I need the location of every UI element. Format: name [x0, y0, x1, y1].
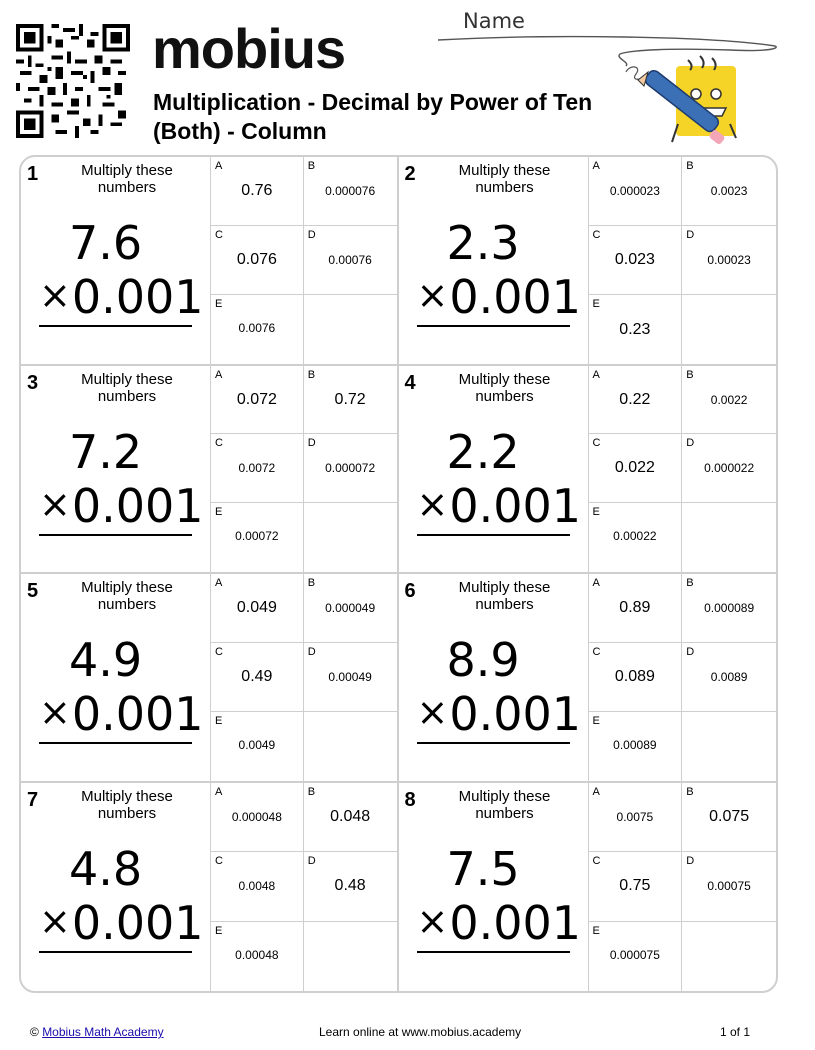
answer-choice[interactable] — [589, 574, 683, 643]
multiplicand: 7.2 — [69, 424, 143, 479]
answer-rule — [39, 951, 192, 953]
choice-label: C — [215, 437, 223, 450]
answer-choice[interactable] — [211, 366, 304, 435]
choice-label: C — [592, 855, 601, 867]
answer-choice[interactable] — [589, 643, 683, 712]
choice-label: A — [592, 785, 600, 798]
choice-value: 0.89 — [619, 599, 651, 616]
answer-choice[interactable] — [682, 852, 776, 922]
answer-rule — [417, 742, 570, 744]
answer-choice[interactable] — [304, 783, 397, 853]
answer-choice[interactable] — [304, 852, 397, 922]
problem-question — [399, 157, 589, 364]
answer-choice[interactable] — [304, 366, 397, 435]
choice-label: C — [592, 437, 601, 450]
problem-question — [21, 574, 211, 781]
answer-choice[interactable] — [682, 157, 776, 226]
choice-value: 0.023 — [614, 250, 655, 268]
choice-label: E — [592, 924, 600, 937]
problem-instruction: Multiply these numbers — [458, 579, 551, 613]
problem-instruction: Multiply these numbers — [81, 787, 173, 822]
footer-copyright — [30, 1025, 164, 1039]
choice-value: 0.0048 — [238, 879, 276, 893]
answer-choice[interactable] — [211, 434, 304, 503]
problem-question — [21, 157, 211, 364]
problem-cell — [399, 157, 777, 366]
problem-instruction: Multiply these numbers — [81, 162, 173, 196]
choice-value: 0.22 — [619, 390, 651, 408]
choice-value: 0.00075 — [707, 879, 751, 893]
choice-value: 0.00076 — [328, 252, 372, 267]
problem-number: 4 — [404, 371, 416, 394]
multiplier: ×0.001 — [416, 270, 582, 324]
choice-value: 0.0089 — [710, 669, 748, 684]
problem-question — [21, 366, 211, 573]
title-line-1: Multiplication - Decimal by Power of Ten — [153, 89, 593, 115]
answer-choice[interactable] — [682, 574, 776, 643]
times-icon: × — [416, 273, 449, 317]
choice-value: 0.75 — [619, 877, 651, 894]
choice-value: 0.0072 — [238, 461, 276, 476]
choice-value: 0.000075 — [609, 947, 660, 962]
problem-cell — [399, 574, 777, 783]
choice-value: 0.000049 — [325, 601, 376, 615]
problem-instruction: Multiply these numbers — [81, 370, 173, 405]
logo-text: mobius — [152, 17, 346, 80]
answer-choice[interactable] — [211, 574, 304, 643]
choice-label: E — [215, 506, 223, 519]
problem-cell — [21, 157, 399, 366]
answer-choices — [211, 366, 397, 573]
choice-label: C — [215, 228, 223, 241]
answer-rule — [39, 742, 192, 744]
answer-choice[interactable] — [589, 226, 683, 295]
choice-label: B — [307, 577, 316, 589]
choice-label: A — [592, 368, 600, 381]
choice-value: 0.000089 — [704, 601, 755, 615]
multiplicand: 4.8 — [69, 841, 143, 896]
choice-value: 0.72 — [334, 390, 366, 408]
times-icon: × — [39, 898, 71, 943]
choice-label: D — [307, 645, 316, 658]
answer-choices — [211, 157, 397, 364]
choice-value: 0.000076 — [325, 184, 376, 198]
choice-value: 0.49 — [241, 667, 273, 685]
problem-instruction: Multiply these numbers — [81, 579, 173, 613]
choice-label: D — [307, 437, 316, 450]
problem-number: 3 — [27, 371, 39, 394]
answer-choice[interactable] — [589, 295, 683, 364]
choice-value: 0.0049 — [238, 737, 276, 752]
answer-choices — [589, 366, 777, 573]
choice-label: B — [307, 160, 316, 172]
answer-choices — [589, 574, 777, 781]
problem-cell — [21, 783, 399, 992]
problem-cell — [21, 366, 399, 575]
answer-choice[interactable] — [211, 295, 304, 364]
choice-value: 0.000023 — [609, 184, 660, 198]
choice-label: A — [215, 577, 223, 589]
problem-cell — [399, 783, 777, 992]
problem-question — [399, 783, 589, 992]
answer-choice[interactable] — [211, 226, 304, 295]
answer-choice[interactable] — [682, 434, 776, 503]
problem-grid — [19, 155, 778, 993]
answer-choice — [682, 712, 776, 781]
multiplier: ×0.001 — [39, 478, 204, 533]
problem-instruction: Multiply these numbers — [458, 370, 551, 405]
problem-cell — [21, 574, 399, 783]
answer-choice[interactable] — [304, 643, 397, 712]
choice-label: E — [592, 714, 600, 727]
choice-label: C — [592, 228, 601, 241]
qr-code-icon — [16, 24, 130, 138]
choice-value: 0.00072 — [235, 529, 279, 544]
answer-choice — [682, 922, 776, 992]
answer-choice — [304, 503, 397, 572]
choice-value: 0.076 — [236, 250, 277, 268]
choice-value: 0.022 — [614, 459, 655, 477]
multiplicand: 8.9 — [446, 633, 520, 687]
choice-label: A — [592, 160, 600, 172]
answer-choice[interactable] — [589, 712, 683, 781]
choice-value: 0.00048 — [235, 947, 279, 962]
answer-choice[interactable] — [211, 712, 304, 781]
choice-label: E — [215, 297, 223, 310]
choice-label: E — [215, 714, 223, 727]
choice-label: C — [215, 645, 223, 658]
choice-value: 0.000048 — [231, 809, 282, 824]
answer-choices — [211, 783, 397, 992]
multiplier: ×0.001 — [416, 687, 582, 741]
answer-rule — [39, 325, 192, 327]
times-icon: × — [39, 481, 71, 526]
choice-label: D — [307, 228, 316, 241]
mobius-academy-link[interactable]: Mobius Math Academy — [42, 1025, 164, 1039]
answer-choice[interactable] — [589, 434, 683, 503]
choice-label: A — [592, 577, 600, 589]
times-icon: × — [416, 898, 449, 943]
problem-question — [399, 574, 589, 781]
choice-label: B — [686, 368, 694, 381]
problem-number: 5 — [27, 580, 39, 602]
multiplicand: 2.3 — [446, 216, 520, 270]
times-icon: × — [416, 481, 449, 526]
choice-label: D — [686, 228, 695, 241]
answer-rule — [417, 534, 570, 536]
answer-choice[interactable] — [589, 366, 683, 435]
times-icon: × — [39, 273, 71, 317]
answer-choice — [682, 503, 776, 572]
answer-choice — [304, 712, 397, 781]
problem-cell — [399, 366, 777, 575]
answer-choice[interactable] — [682, 643, 776, 712]
answer-choices — [589, 157, 777, 364]
answer-choice[interactable] — [589, 157, 683, 226]
answer-rule — [417, 325, 570, 327]
title-line-2: (Both) - Column — [153, 118, 327, 144]
multiplier: ×0.001 — [416, 895, 582, 950]
answer-choice[interactable] — [682, 366, 776, 435]
answer-choice[interactable] — [304, 574, 397, 643]
answer-rule — [39, 534, 192, 536]
answer-choice[interactable] — [589, 922, 683, 992]
choice-label: C — [215, 855, 223, 867]
choice-value: 0.0075 — [616, 809, 654, 824]
choice-label: B — [307, 368, 316, 381]
choice-value: 0.000072 — [325, 461, 376, 476]
choice-label: E — [592, 506, 600, 519]
multiplier: ×0.001 — [39, 895, 204, 950]
choice-label: A — [215, 785, 223, 798]
mobius-logo — [152, 17, 346, 80]
multiplier: ×0.001 — [416, 478, 582, 533]
answer-choice[interactable] — [589, 503, 683, 572]
choice-label: D — [307, 855, 316, 867]
choice-label: B — [686, 577, 694, 589]
multiplicand: 7.5 — [446, 841, 520, 896]
times-icon: × — [416, 690, 449, 734]
multiplicand: 4.9 — [69, 633, 143, 687]
choice-value: 0.048 — [330, 807, 371, 825]
choice-label: D — [686, 645, 695, 658]
answer-choices — [589, 783, 777, 992]
name-label: Name — [463, 9, 525, 33]
answer-choice[interactable] — [211, 503, 304, 572]
answer-choice[interactable] — [682, 226, 776, 295]
answer-choice[interactable] — [682, 783, 776, 853]
answer-choice[interactable] — [304, 157, 397, 226]
problem-number: 6 — [404, 580, 416, 602]
choice-value: 0.76 — [241, 182, 273, 199]
page-title — [153, 88, 653, 146]
problem-instruction: Multiply these numbers — [458, 787, 551, 822]
choice-value: 0.00049 — [328, 669, 372, 684]
answer-choice[interactable] — [211, 922, 304, 992]
problem-number: 1 — [27, 163, 39, 185]
footer-center-text: Learn online at www.mobius.academy — [319, 1025, 522, 1039]
answer-choice — [304, 295, 397, 364]
choice-value: 0.48 — [334, 877, 366, 894]
choice-value: 0.000022 — [704, 461, 755, 476]
choice-label: B — [686, 160, 694, 172]
multiplicand: 7.6 — [69, 216, 143, 270]
problem-number: 7 — [27, 788, 39, 811]
choice-value: 0.0022 — [710, 392, 748, 407]
choice-value: 0.089 — [614, 667, 655, 685]
problem-instruction: Multiply these numbers — [458, 162, 551, 196]
choice-value: 0.049 — [236, 599, 277, 616]
problem-number: 2 — [404, 163, 416, 185]
choice-label: E — [592, 297, 600, 310]
page-number: 1 of 1 — [720, 1025, 751, 1039]
multiplicand: 2.2 — [446, 424, 520, 479]
problem-question — [399, 366, 589, 573]
answer-choice[interactable] — [589, 852, 683, 922]
answer-choices — [211, 574, 397, 781]
answer-choice — [682, 295, 776, 364]
answer-choice — [304, 922, 397, 992]
multiplier: ×0.001 — [39, 270, 204, 324]
choice-value: 0.00089 — [613, 737, 657, 752]
times-icon: × — [39, 690, 71, 734]
choice-value: 0.0023 — [710, 184, 748, 198]
copyright-symbol: © — [30, 1025, 39, 1039]
choice-value: 0.0076 — [238, 320, 276, 335]
choice-label: A — [215, 160, 223, 172]
choice-label: B — [686, 785, 694, 798]
answer-choice[interactable] — [304, 434, 397, 503]
choice-value: 0.00023 — [707, 252, 751, 267]
answer-choice[interactable] — [211, 783, 304, 853]
choice-label: E — [215, 924, 223, 937]
answer-choice[interactable] — [304, 226, 397, 295]
pencil-mascot-icon — [618, 50, 748, 155]
problem-question — [21, 783, 211, 992]
choice-value: 0.075 — [709, 807, 750, 825]
choice-label: B — [307, 785, 316, 798]
answer-rule — [417, 951, 570, 953]
choice-value: 0.00022 — [613, 529, 657, 544]
multiplier: ×0.001 — [39, 687, 204, 741]
choice-label: C — [592, 645, 601, 658]
problem-number: 8 — [404, 788, 416, 811]
answer-choice[interactable] — [589, 783, 683, 853]
answer-choice[interactable] — [211, 157, 304, 226]
choice-value: 0.072 — [236, 390, 277, 408]
choice-label: D — [686, 855, 695, 867]
choice-value: 0.23 — [619, 320, 651, 338]
choice-label: D — [686, 437, 695, 450]
answer-choice[interactable] — [211, 852, 304, 922]
choice-label: A — [215, 368, 223, 381]
answer-choice[interactable] — [211, 643, 304, 712]
